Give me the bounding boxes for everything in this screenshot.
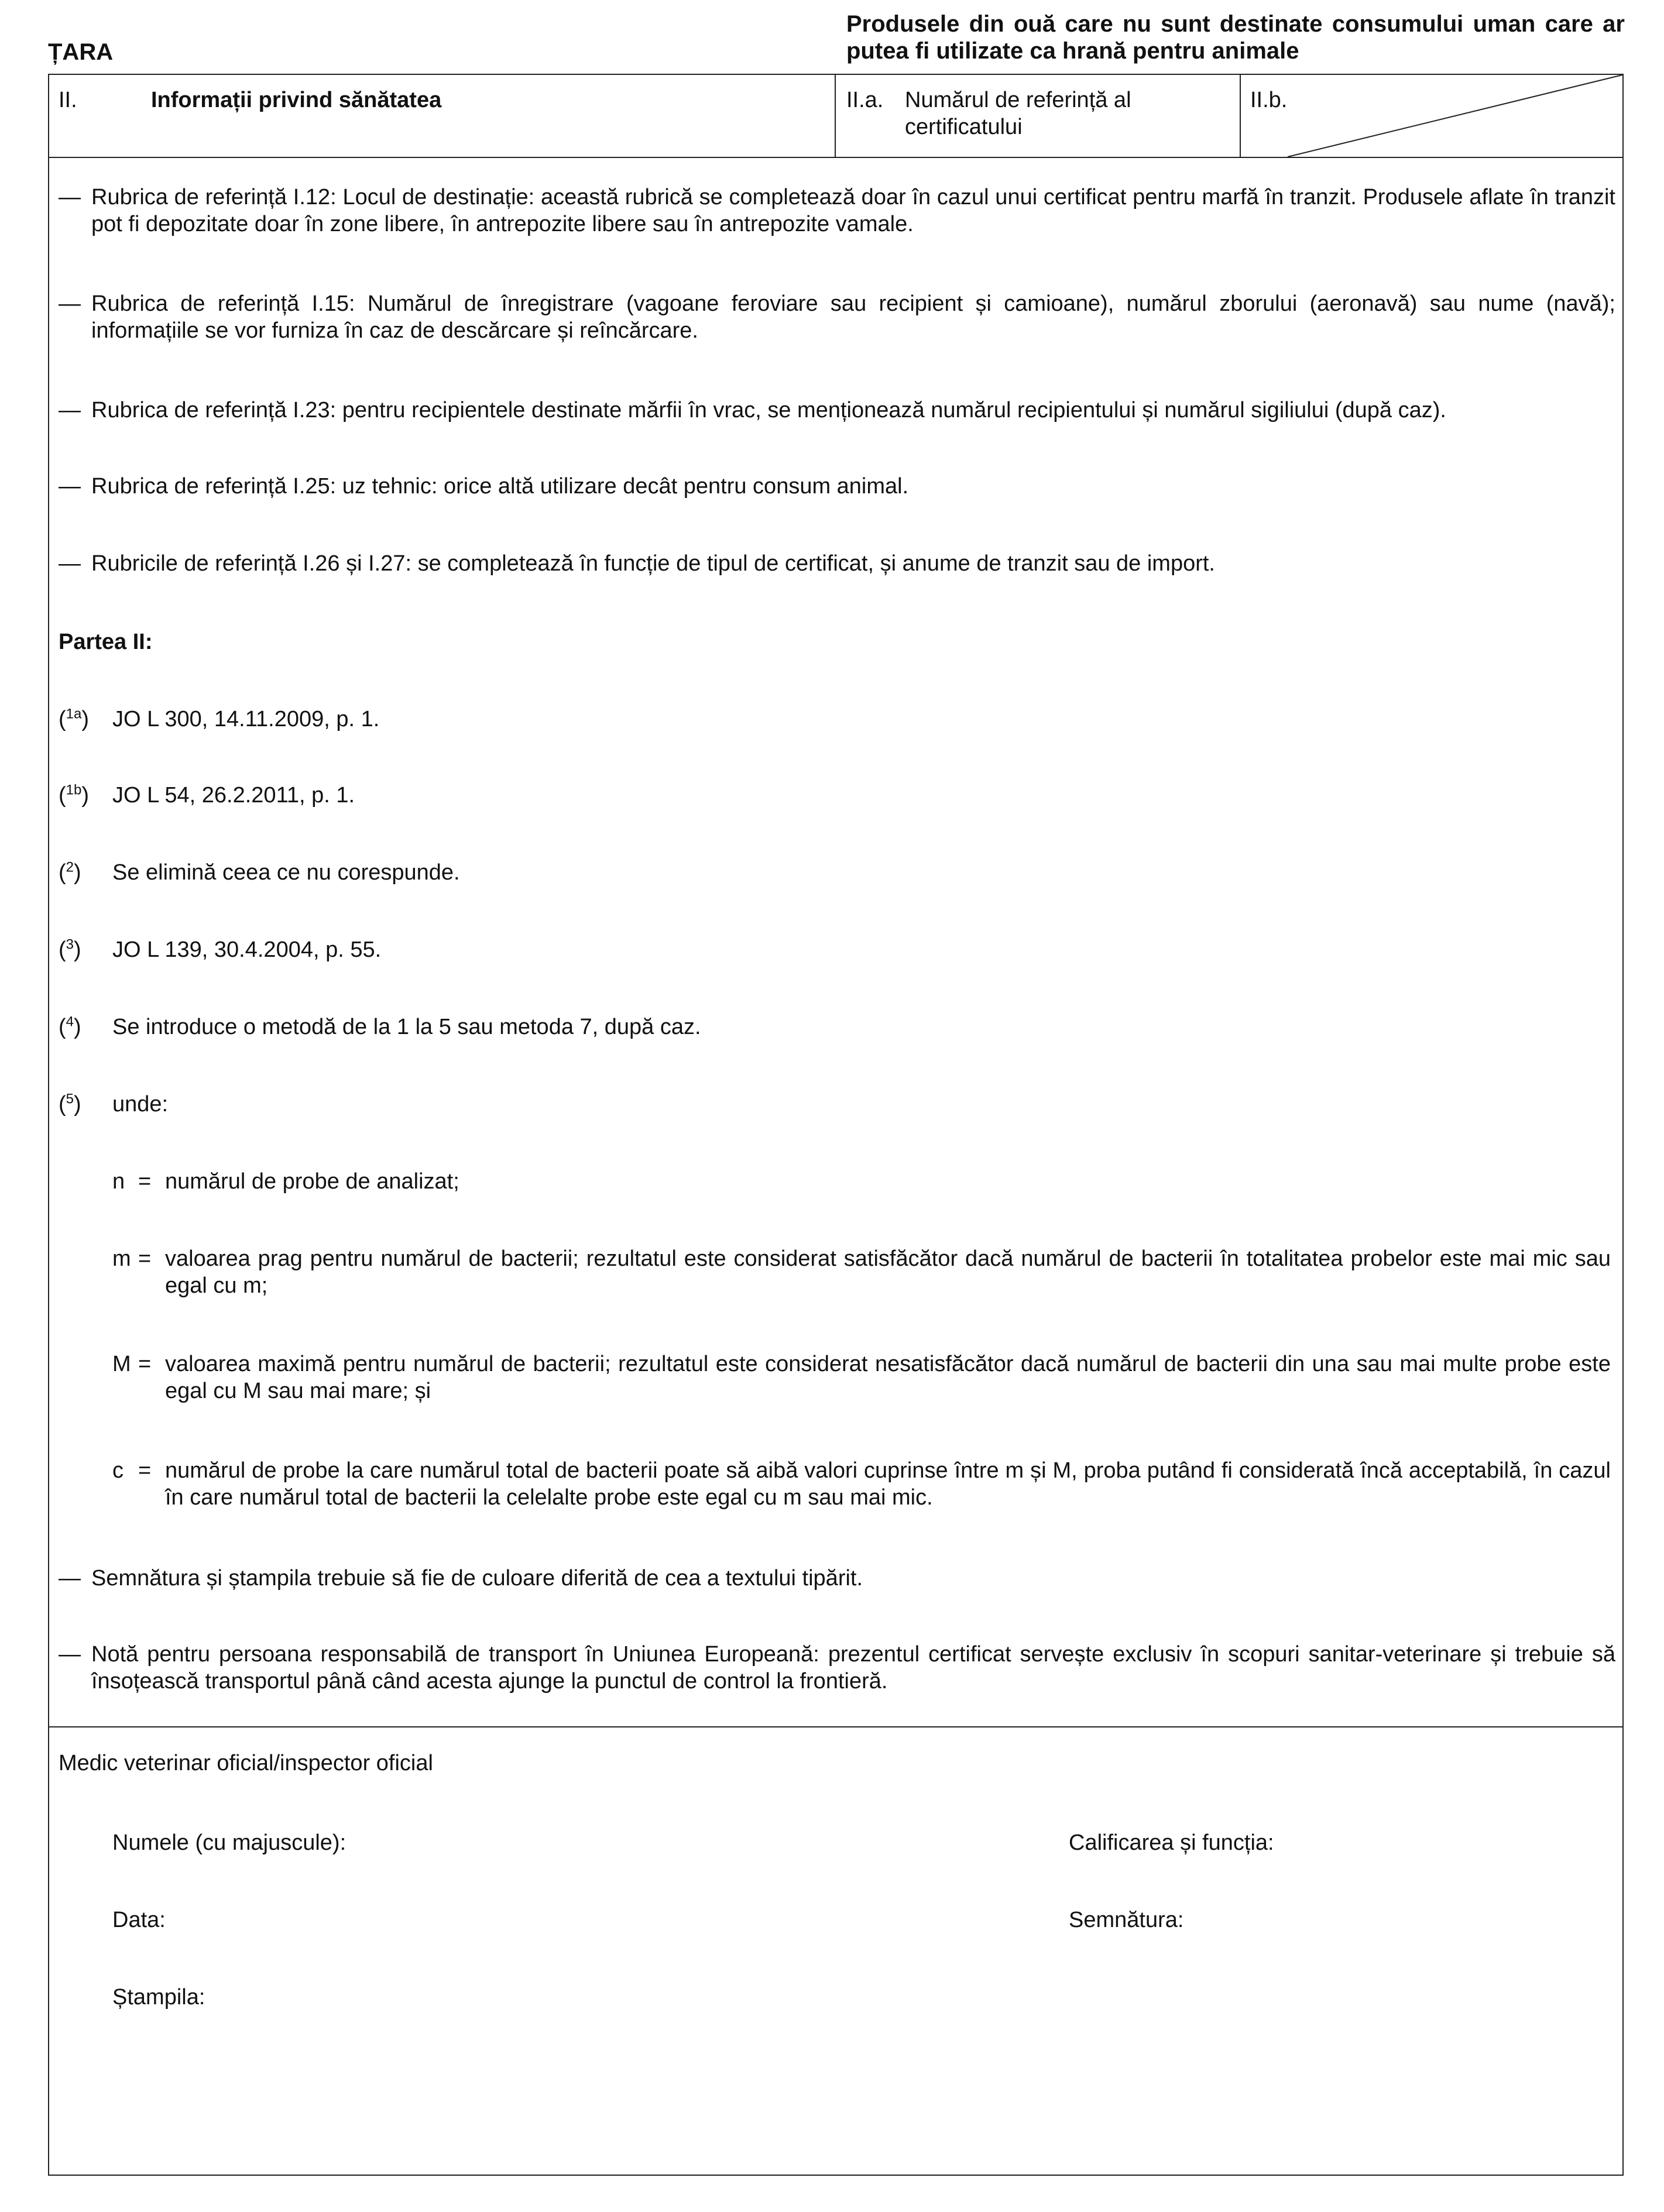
note-item	[59, 397, 1615, 424]
definition-equals: =	[138, 1458, 152, 1483]
signature-section-divider	[48, 1726, 1624, 1727]
definition-symbol: n	[112, 1169, 125, 1194]
footnote	[59, 936, 1615, 963]
column-divider-1	[835, 74, 836, 158]
definition-item	[112, 1457, 1611, 1511]
footnote-marker: ($^5$)	[59, 1091, 81, 1117]
definition-equals: =	[138, 1352, 152, 1376]
footnote-marker: ($^{1a}$)	[59, 706, 90, 731]
definition-text: valoarea prag pentru numărul de bacterii; rezultatul este considerat satisfăcător dacă numărul de bacterii în totalitatea probelor este mai mic sau egal cu m;	[165, 1246, 1611, 1298]
footnote-marker: ($^3$)	[59, 936, 81, 962]
definition-item	[112, 1351, 1611, 1404]
footnote-text: unde:	[112, 1092, 169, 1117]
footnote-text: JO L 139, 30.4.2004, p. 55.	[112, 937, 382, 962]
note-text: Rubricile de referință I.26 și I.27: se completează în funcție de tipul de certificat, și anume de tranzit sau de import.	[91, 551, 1215, 576]
definition-symbol: M	[112, 1352, 131, 1376]
footnote	[59, 859, 1615, 886]
footnote	[59, 706, 1615, 733]
footnote-text: Se introduce o metodă de la 1 la 5 sau metoda 7, după caz.	[112, 1015, 701, 1039]
definition-symbol: c	[112, 1458, 123, 1483]
final-note-item	[59, 1641, 1615, 1695]
note-item	[59, 290, 1615, 344]
dash-marker: —	[59, 1566, 81, 1591]
ref-a-label: II.a.	[846, 88, 884, 112]
footnote	[59, 782, 1615, 809]
footnote-text: JO L 300, 14.11.2009, p. 1.	[112, 707, 380, 731]
definition-symbol: m	[112, 1246, 131, 1271]
definition-item	[112, 1245, 1611, 1299]
section-number: II.	[59, 88, 77, 112]
note-text: Rubrica de referință I.25: uz tehnic: orice altă utilizare decât pentru consum animal.	[91, 474, 909, 499]
note-item	[59, 550, 1615, 577]
footnote-marker: ($^{1b}$)	[59, 782, 90, 808]
qualification-label: Calificarea și funcția:	[1069, 1830, 1274, 1855]
footnote-text: JO L 54, 26.2.2011, p. 1.	[112, 783, 355, 808]
note-text: Rubrica de referință I.23: pentru recipientele destinate mărfii în vrac, se menționează numărul recipientului și numărul sigiliului (după caz).	[91, 398, 1446, 423]
section-title: Informații privind sănătatea	[151, 88, 442, 112]
note-item	[59, 473, 1615, 500]
definition-text: valoarea maximă pentru numărul de bacterii; rezultatul este considerat nesatisfăcător dacă numărul de bacterii din una sau mai multe probe este egal cu M sau mai mare; și	[165, 1352, 1611, 1403]
diagonal-strike	[1240, 74, 1624, 158]
footnote	[59, 1014, 1615, 1040]
official-vet-heading: Medic veterinar oficial/inspector oficial	[59, 1751, 433, 1775]
note-text: Rubrica de referință I.12: Locul de destinație: această rubrică se completează doar în cazul unui certificat pentru marfă în tranzit. Produsele aflate în tranzit pot fi depozitate doar în zone libere, în antrepozite libere sau în antrepozite vamale.	[91, 185, 1615, 236]
dash-marker: —	[59, 291, 81, 316]
ref-b-label: II.b.	[1250, 88, 1288, 112]
product-title: Produsele din ouă care nu sunt destinate consumului uman care ar putea fi utilizate ca hrană pentru animale	[846, 11, 1625, 64]
stamp-label: Ștampila:	[112, 1985, 205, 2010]
name-label: Numele (cu majuscule):	[112, 1830, 346, 1855]
final-note-item	[59, 1565, 1615, 1592]
footnote	[59, 1091, 1615, 1118]
definition-text: numărul de probe de analizat;	[165, 1169, 459, 1194]
dash-marker: —	[59, 398, 81, 423]
signature-label: Semnătura:	[1069, 1908, 1184, 1932]
dash-marker: —	[59, 1642, 81, 1667]
note-item	[59, 184, 1615, 238]
ref-a-text: Numărul de referință al certificatului	[905, 88, 1131, 139]
definition-equals: =	[138, 1246, 152, 1271]
definition-item	[112, 1168, 1611, 1195]
final-note-text: Semnătura și ștampila trebuie să fie de culoare diferită de cea a textului tipărit.	[91, 1566, 863, 1591]
country-label: ȚARA	[48, 39, 114, 65]
footnote-marker: ($^2$)	[59, 859, 81, 885]
partea-heading: Partea II:	[59, 630, 153, 654]
footnote-text: Se elimină ceea ce nu corespunde.	[112, 860, 460, 885]
definition-text: numărul de probe la care numărul total de bacterii poate să aibă valori cuprinse între m și M, proba putând fi considerată încă acceptabilă, în cazul în care numărul total de bacterii la celelalte probe este egal cu m sau mai mic.	[165, 1458, 1611, 1510]
footnote-marker: ($^4$)	[59, 1014, 81, 1039]
final-note-text: Notă pentru persoana responsabilă de transport în Uniunea Europeană: prezentul certificat servește exclusiv în scopuri sanitar-veterinare și trebuie să însoțească transportul până când acesta ajunge la punctul de control la frontieră.	[91, 1642, 1615, 1694]
dash-marker: —	[59, 185, 81, 209]
definition-equals: =	[138, 1169, 152, 1194]
certificate-frame	[48, 74, 1624, 2176]
dash-marker: —	[59, 551, 81, 576]
dash-marker: —	[59, 474, 81, 499]
date-label: Data:	[112, 1908, 166, 1932]
note-text: Rubrica de referință I.15: Numărul de înregistrare (vagoane feroviare sau recipient și camioane), numărul zborului (aeronavă) sau nume (navă); informațiile se vor furniza în caz de descărcare și reîncărcare.	[91, 291, 1615, 343]
